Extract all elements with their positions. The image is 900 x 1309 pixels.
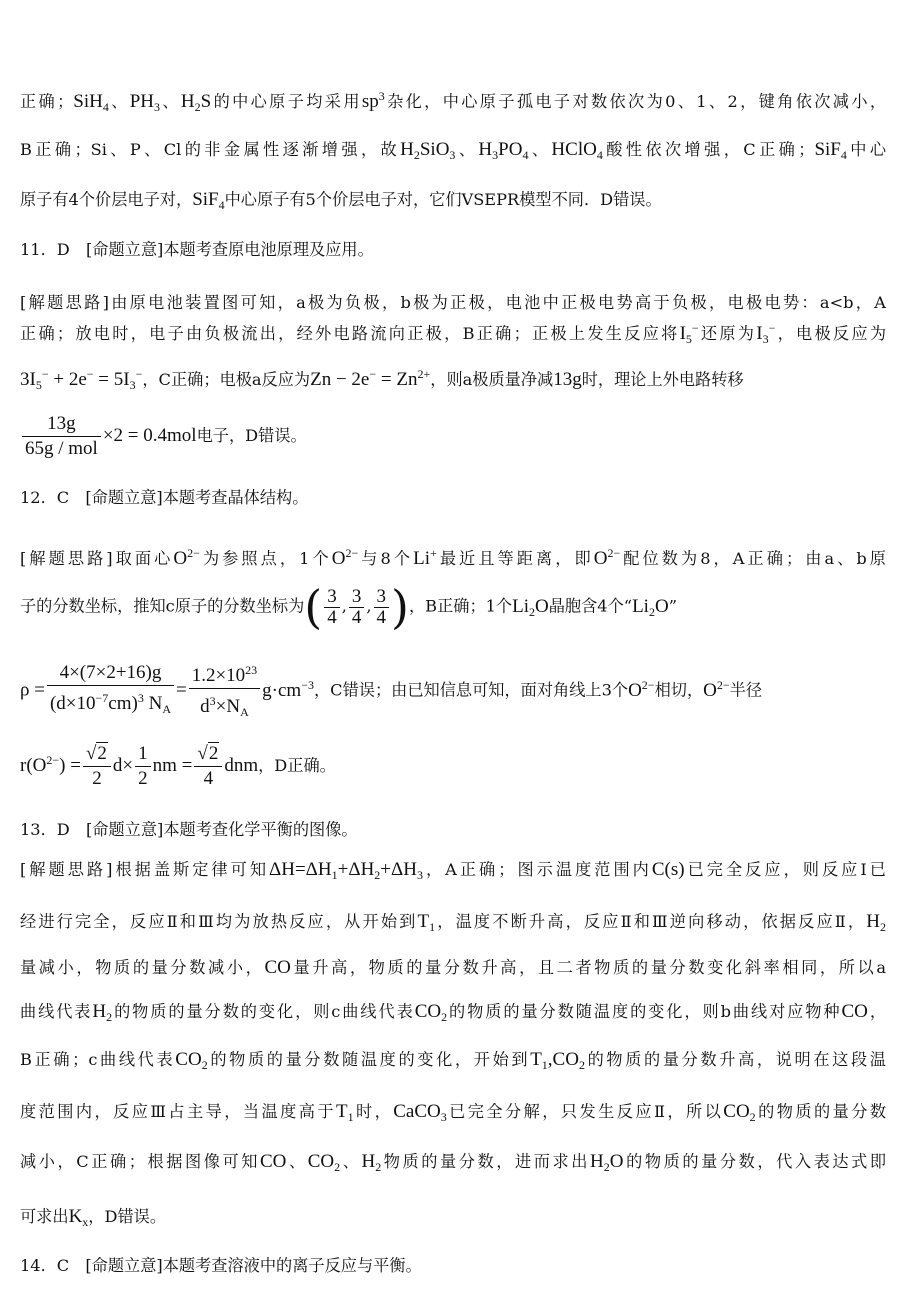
- text-line: [解题思路]根据盖斯定律可知$\Delta H=\Delta H_1+\Delta H_2+\Delta H_3$，A正确；图示温度范围内C(s)已完全反应，则反应Ⅰ已: [20, 859, 886, 882]
- question-14-header: 14．C [命题立意]本题考查溶液中的离子反应与平衡。: [20, 1256, 422, 1275]
- text-line: $3I_5^- + 2e^- = 5I_3^-$，C正确；电极a反应为$Zn - 2e^- = Zn^{2+}$，则a极质量净减13g时，理论上外电路转移: [20, 367, 744, 392]
- text-line: [解题思路]由原电池装置图可知，a极为负极，b极为正极，电池中正极电势高于负极，电极电势：a<b，A: [20, 293, 886, 312]
- text-line: 可求出$K_x$，D错误。: [20, 1206, 167, 1229]
- text-line: [解题思路]取面心$O^{2-}$为参照点，1个$O^{2-}$与8个Li+最近且等距离，即$O^{2-}$配位数为8，A正确；由a、b原: [20, 546, 886, 569]
- formula-line: $r(O^{2-})$ = $\frac{√2}{2}$ d× $\frac{1}{2}$ nm = $\frac{√2}{4}$ dnm，D正确。: [20, 743, 336, 789]
- text-line: 度范围内，反应Ⅲ占主导，当温度高于$T_1$时，CaCO$_3$已完全分解，只发生反应Ⅱ，所以$CO_2$的物质的量分数: [20, 1101, 887, 1124]
- formula-line: $\frac{13g}{\text{65g / mol}}$ ×2 = 0.4mol电子，D错误。: [20, 412, 886, 461]
- question-12-header: 12．C [命题立意]本题考查晶体结构。: [20, 488, 309, 507]
- question-11-header: 11．D [命题立意]本题考查原电池原理及应用。: [20, 240, 374, 259]
- text-line: 正确；SiH$_4$、$PH_3$、$H_2S$的中心原子均采用$sp^3$杂化，中心原子孤电子对数依次为0、1、2，键角依次减小，: [20, 89, 887, 114]
- text-line: 正确；放电时，电子由负极流出，经外电路流向正极，B正确；正极上发生反应将$I_5^-$还原为$I_3^-$，电极反应为: [20, 321, 887, 346]
- text-line: 减小，C正确；根据图像可知CO、$CO_2$、$H_2$物质的量分数，进而求出$H_2O$的物质的量分数，代入表达式即: [20, 1151, 887, 1174]
- formula-line: 子的分数坐标，推知c原子的分数坐标为( $\frac{3}{4}$ , $\frac{3}{4}$ , $\frac{3}{4}$ )，B正确；1个$Li_2O$晶胞含4个“$Li_2O$”: [20, 580, 677, 634]
- text-line: 经进行完全，反应Ⅱ和Ⅲ均为放热反应，从开始到$T_1$，温度不断升高，反应Ⅱ和Ⅲ逆向移动，依据反应Ⅱ，$H_2$: [20, 911, 886, 934]
- text-line: 曲线代表$H_2$的物质的量分数的变化，则c曲线代表$CO_2$的物质的量分数随温度的变化，则b曲线对应物种CO，: [20, 1001, 887, 1024]
- question-13-header: 13．D [命题立意]本题考查化学平衡的图像。: [20, 820, 358, 839]
- text-line: 量减小，物质的量分数减小，CO量升高，物质的量分数升高，且二者物质的量分数变化斜率相同，所以a: [20, 957, 886, 978]
- text-line: B正确；c曲线代表$CO_2$的物质的量分数随温度的变化，开始到$T_1,CO_2$的物质的量分数升高，说明在这段温: [20, 1049, 886, 1072]
- text-line: B正确；Si、P、Cl的非金属性逐渐增强，故$H_2SiO_3$、$H_3PO_4$、HClO$_4$酸性依次增强，C正确；SiF$_4$中心: [20, 139, 887, 162]
- text-line: 原子有4个价层电子对，SiF$_4$中心原子有5个价层电子对，它们VSEPR模型不同．D错误。: [20, 189, 662, 212]
- formula-line: ρ = $\frac{4\times(7\times 2+16)g}{(d\times 10^{-7}cm)^3 N_A}$ = $\frac{1.2\times 10^{23}}{d^3\times N_A}$ $g\cdot cm^{-3}$，C错误；由已知信息可知，面对角线上3个$O^{2-}$相切，$O^{2-}$半径: [20, 658, 886, 724]
